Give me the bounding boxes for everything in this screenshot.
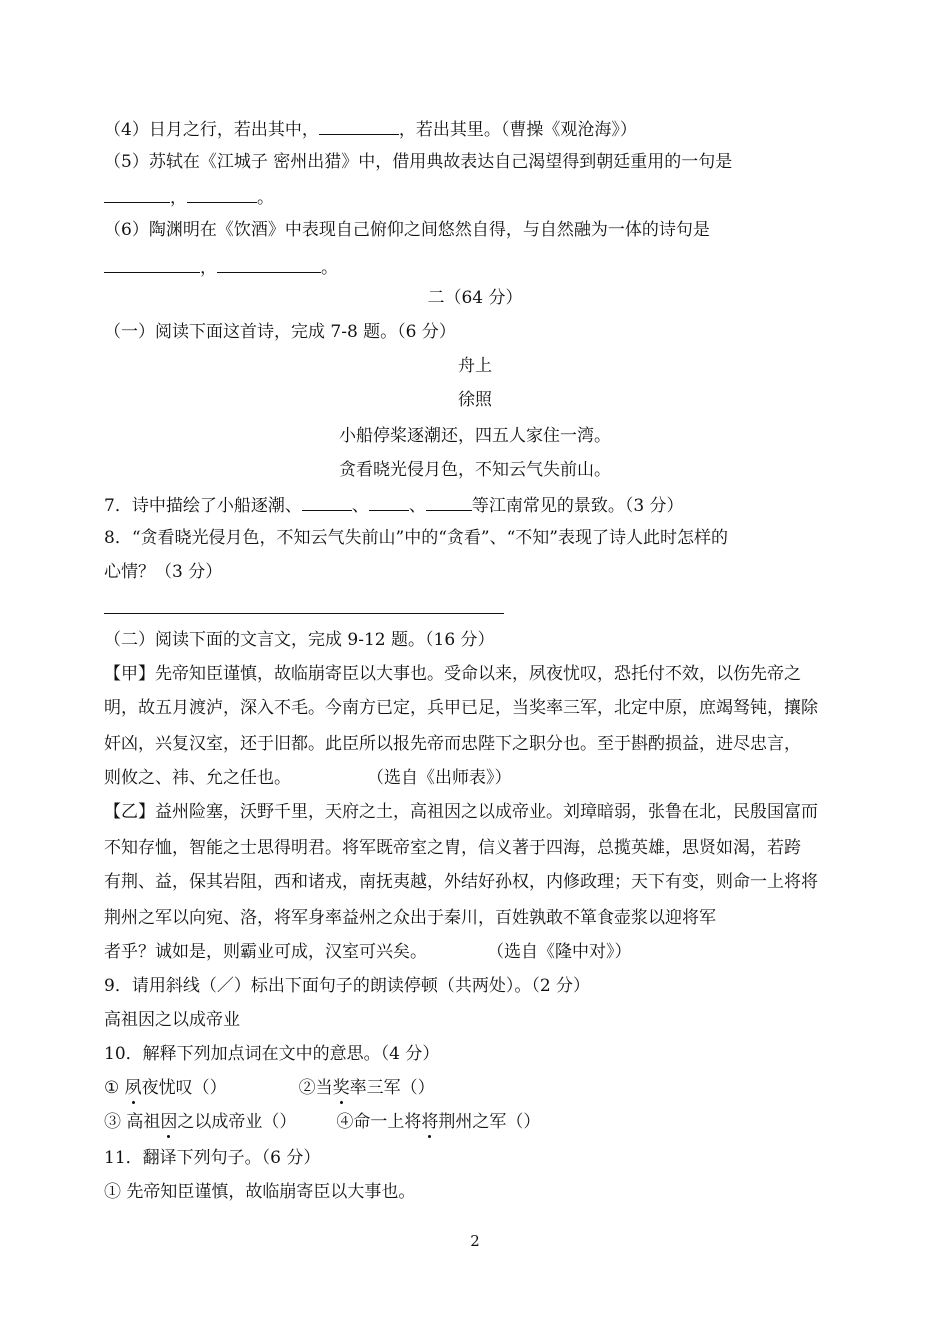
question-7: [104, 492, 684, 516]
poem-line-1: 小船停桨逐潮还，四五人家住一湾。: [339, 426, 611, 446]
question-10: 10．解释下列加点词在文中的意思。（4 分）: [104, 1044, 440, 1064]
passage-yi-source: （选自《隆中对》）: [487, 942, 632, 962]
dotted-word: 将: [421, 1112, 439, 1132]
dotted-word: 因: [160, 1112, 178, 1132]
question-9-sentence: 高祖因之以成帝业: [104, 1010, 240, 1030]
answer-blank[interactable]: [104, 184, 170, 203]
answer-blank[interactable]: [302, 492, 352, 511]
q7-sep: 、: [351, 496, 369, 516]
question-11-item1: ① 先帝知臣谨慎，故临崩寄臣以大事也。: [104, 1182, 416, 1202]
answer-line[interactable]: [104, 613, 504, 614]
passage-jia-line1: 【甲】先帝知臣谨慎，故临崩寄臣以大事也。受命以来，夙夜忧叹，恐托付不效，以伤先帝之: [104, 664, 801, 684]
answer-blank[interactable]: [187, 184, 257, 203]
question-4-line: [104, 116, 637, 140]
q7-sep: 、: [408, 496, 426, 516]
q10-item-3: ③ 高祖因之以成帝业（）: [104, 1112, 297, 1132]
q5-separator: ，: [170, 188, 187, 208]
passage-jia-line4: [104, 766, 512, 790]
question-11: 11．翻译下列句子。（6 分）: [104, 1148, 321, 1168]
answer-blank[interactable]: [369, 492, 409, 511]
q6-separator: ，: [200, 258, 217, 278]
question-8-line2: 心情？（3 分）: [104, 562, 223, 582]
part2-intro: （二）阅读下面的文言文，完成 9-12 题。（16 分）: [104, 630, 495, 650]
question-5-line2: [104, 184, 274, 208]
page-number: 2: [470, 1232, 480, 1250]
answer-blank[interactable]: [426, 492, 472, 511]
passage-jia-line3: 奸凶，兴复汉室，还于旧都。此臣所以报先帝而忠陛下之职分也。至于斟酌损益，进尽忠言，: [104, 734, 801, 754]
question-10-row2: [104, 1110, 540, 1134]
answer-blank[interactable]: [104, 254, 200, 273]
question-10-row1: [104, 1076, 435, 1100]
q6-end: 。: [321, 258, 338, 278]
dotted-word: 奖: [332, 1078, 350, 1098]
question-8-line1: 8．“贪看晓光侵月色，不知云气失前山”中的“贪看”、“不知”表现了诗人此时怎样的: [104, 528, 728, 548]
poem-author: 徐照: [458, 390, 492, 410]
q10-item-1: ① 夙夜忧叹（）: [104, 1078, 227, 1098]
q4-text-b: ，若出其里。（曹操《观沧海》）: [398, 120, 637, 140]
part1-intro: （一）阅读下面这首诗，完成 7-8 题。（6 分）: [104, 322, 456, 342]
question-5-line1: （5）苏轼在《江城子 密州出猎》中，借用典故表达自己渴望得到朝廷重用的一句是: [104, 152, 733, 172]
q5-end: 。: [257, 188, 274, 208]
passage-jia-source: （选自《出师表》）: [367, 768, 512, 788]
passage-yi-line4: 荆州之军以向宛、洛，将军身率益州之众出于秦川，百姓孰敢不箪食壶浆以迎将军: [104, 908, 716, 928]
passage-yi-text: 者乎？诚如是，则霸业可成，汉室可兴矣。: [104, 942, 427, 962]
poem-line-2: 贪看晓光侵月色，不知云气失前山。: [339, 460, 611, 480]
q7-text-b: 等江南常见的景致。（3 分）: [471, 496, 684, 516]
q7-text-a: 7．诗中描绘了小船逐潮、: [104, 496, 302, 516]
poem-title: 舟上: [458, 356, 492, 376]
passage-yi-line3: 有荆、益，保其岩阻，西和诸戎，南抚夷越，外结好孙权，内修政理；天下有变，则命一上将将: [104, 872, 818, 892]
answer-blank[interactable]: [319, 116, 399, 135]
q10-item-2: ②当奖率三军（）: [298, 1078, 435, 1098]
passage-yi-line5: [104, 940, 632, 964]
q4-text-a: （4）日月之行，若出其中，: [104, 120, 319, 140]
answer-blank[interactable]: [217, 254, 321, 273]
question-6-line1: （6）陶渊明在《饮酒》中表现自己俯仰之间悠然自得，与自然融为一体的诗句是: [104, 220, 710, 240]
section-heading: 二（64 分）: [427, 288, 523, 308]
passage-jia-line2: 明，故五月渡泸，深入不毛。今南方已定，兵甲已足，当奖率三军，北定中原，庶竭驽钝，攘除: [104, 698, 818, 718]
passage-yi-line2: 不知存恤，智能之士思得明君。将军既帝室之胄，信义著于四海，总揽英雄，思贤如渴，若跨: [104, 838, 801, 858]
passage-jia-text: 则攸之、祎、允之任也。: [104, 768, 291, 788]
passage-yi-line1: 【乙】益州险塞，沃野千里，天府之土，高祖因之以成帝业。刘璋暗弱，张鲁在北，民殷国富而: [104, 802, 818, 822]
q10-item-4: ④命一上将将荆州之军（）: [336, 1112, 541, 1132]
dotted-word: 夙: [124, 1078, 142, 1098]
question-9: 9．请用斜线（／）标出下面句子的朗读停顿（共两处）。（2 分）: [104, 976, 591, 996]
question-6-line2: [104, 254, 338, 278]
